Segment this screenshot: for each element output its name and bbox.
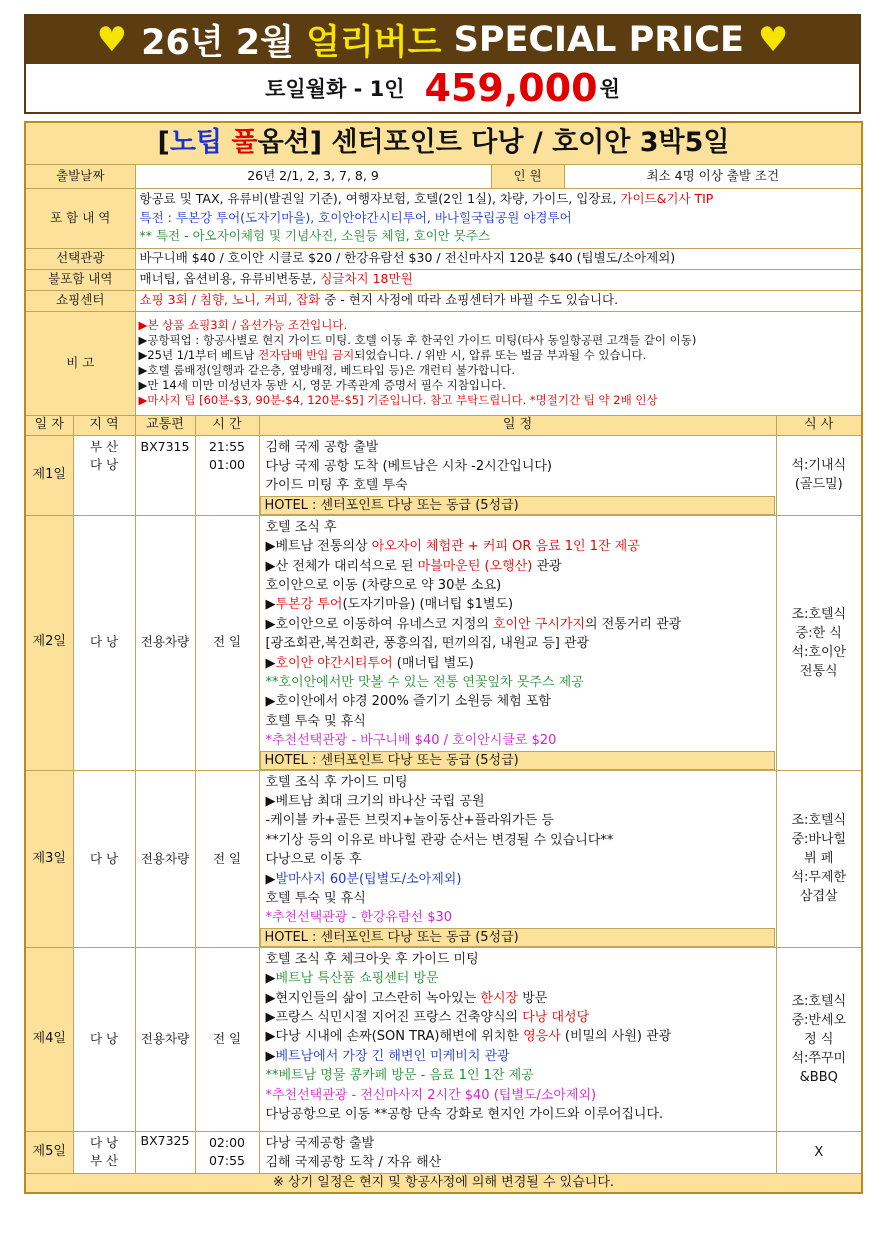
day-row	[25, 947, 862, 1131]
day-row	[25, 515, 862, 770]
page-title: [노팁 풀옵션] 센터포인트 다낭 / 호이안 3박5일	[25, 122, 862, 164]
footer-note: ※ 상기 일정은 현지 및 항공사정에 의해 변경될 수 있습니다.	[25, 1173, 862, 1193]
departure-label: 출발날짜	[25, 164, 135, 188]
day-schedule: 김해 국제 공항 출발 다낭 국제 공항 도착 (베트남은 시차 -2시간입니다) 가이드 미팅 후 호텔 투숙 HOTEL : 센터포인트 다낭 또는 동급 (5성급)	[259, 435, 776, 515]
header-region: 지 역	[73, 415, 135, 435]
currency-label: 원	[599, 77, 620, 101]
banner-text-1: 26년 2월	[141, 23, 307, 63]
day-transport: 전용차량	[135, 947, 195, 1131]
day-time: 전 일	[195, 515, 259, 770]
banner-headline	[26, 16, 859, 64]
day-row	[25, 770, 862, 947]
day-row	[25, 1131, 862, 1173]
heart-icon: ♥	[757, 20, 789, 60]
day-time: 전 일	[195, 770, 259, 947]
day-region: 다 낭 부 산	[73, 1131, 135, 1173]
price-banner	[24, 14, 861, 114]
day-meal: 조:호텔식 중:바나힐 뷔 페 석:무제한 삼겹살	[776, 770, 862, 947]
option-value: 바구니배 $40 / 호이안 시클로 $20 / 한강유람선 $30 / 전신마사지 120분 $40 (팁별도/소아제외)	[135, 248, 862, 269]
day-label: 제4일	[25, 947, 73, 1131]
heart-icon: ♥	[96, 20, 128, 60]
banner-price-row	[26, 64, 859, 112]
day-label: 제5일	[25, 1131, 73, 1173]
day-time: 02:00 07:55	[195, 1131, 259, 1173]
day-region: 다 낭	[73, 515, 135, 770]
header-time: 시 간	[195, 415, 259, 435]
day-time: 전 일	[195, 947, 259, 1131]
include-content: 항공료 및 TAX, 유류비(발권일 기준), 여행자보험, 호텔(2인 1실), 차량, 가이드, 입장료, 가이드&기사 TIP 특전 : 투본강 투어(도자기마을), 호이안야간시티투어, 바나힐국립공원 야경투어 ** 특전 - 아오자이체험 및 기념사진, 소원등 체험, 호이안 못주스	[135, 188, 862, 248]
price-value: 459,000	[424, 66, 598, 110]
header-transport: 교통편	[135, 415, 195, 435]
day-region: 부 산 다 낭	[73, 435, 135, 515]
day-label: 제3일	[25, 770, 73, 947]
day-label: 제1일	[25, 435, 73, 515]
day-schedule: 호텔 조식 후 가이드 미팅 ▶베트남 최대 크기의 바나산 국립 공원 -케이블 카+골든 브릿지+놀이동산+플라워가든 등 **기상 등의 이유로 바나힐 관광 순서는 변경될 수 있습니다** 다낭으로 이동 후 ▶발마사지 60분(팁별도/소아제외) 호텔 투숙 및 휴식 *추천선택관광 - 한강유람선 $30 HOTEL : 센터포인트 다낭 또는 동급 (5성급)	[259, 770, 776, 947]
banner-text-2: SPECIAL PRICE	[441, 20, 744, 60]
header-schedule: 일 정	[259, 415, 776, 435]
exclude-label: 불포함 내역	[25, 269, 135, 290]
day-row	[25, 435, 862, 515]
day-flight: BX7325	[135, 1131, 195, 1173]
day-transport: 전용차량	[135, 770, 195, 947]
exclude-value: 매너팁, 옵션비용, 유류비변동분, 싱글차지 18만원	[135, 269, 862, 290]
day-time: 21:55 01:00	[195, 435, 259, 515]
day-schedule: 다낭 국제공항 출발 김해 국제공항 도착 / 자유 해산	[259, 1131, 776, 1173]
day-schedule: 호텔 조식 후 체크아웃 후 가이드 미팅 ▶베트남 특산품 쇼핑센터 방문 ▶현지인들의 삶이 고스란히 녹아있는 한시장 방문 ▶프랑스 식민시절 지어진 프랑스 건축양식의 다낭 대성당 ▶다낭 시내에 손짜(SON TRA)해변에 위치한 영응사 (비밀의 사원) 관광 ▶베트남에서 가장 긴 해변인 미케비치 관광 **베트남 명물 콩카페 방문 - 음료 1인 1잔 제공 *추천선택관광 - 전신마사지 2시간 $40 (팁별도/소아제외) 다낭공항으로 이동 **공항 단속 강화로 현지인 가이드와 이루어집니다.	[259, 947, 776, 1131]
day-transport: 전용차량	[135, 515, 195, 770]
day-meal: 조:호텔식 중:반세오 정 식 석:쭈꾸미 &BBQ	[776, 947, 862, 1131]
header-meal: 식 사	[776, 415, 862, 435]
include-label: 포 함 내 역	[25, 188, 135, 248]
day-meal: 석:기내식 (골드밀)	[776, 435, 862, 515]
shopping-value: 쇼핑 3회 / 침향, 노니, 커피, 잡화 중 - 현지 사정에 따라 쇼핑센터가 바뀔 수도 있습니다.	[135, 290, 862, 311]
itinerary-table	[24, 121, 863, 1194]
hotel-info: HOTEL : 센터포인트 다낭 또는 동급 (5성급)	[260, 496, 775, 515]
option-label: 선택관광	[25, 248, 135, 269]
banner-highlight: 얼리버드	[306, 23, 442, 63]
day-meal: 조:호텔식 중:한 식 석:호이안 전통식	[776, 515, 862, 770]
departure-dates: 26년 2/1, 2, 3, 7, 8, 9	[135, 164, 491, 188]
hotel-info: HOTEL : 센터포인트 다낭 또는 동급 (5성급)	[260, 751, 775, 770]
day-region: 다 낭	[73, 770, 135, 947]
day-schedule: 호텔 조식 후 ▶베트남 전통의상 아오자이 체험관 + 커피 OR 음료 1인 1잔 제공 ▶산 전체가 대리석으로 된 마블마운틴 (오행산) 관광 호이안으로 이동 (차량으로 약 30분 소요) ▶투본강 투어(도자기마을) (매너팁 $1별도) ▶호이안으로 이동하여 유네스코 지정의 호이안 구시가지의 전통거리 관광 [광조회관,복건회관, 풍흥의집, 떤끼의집, 내원교 등] 관광 ▶호이안 야간시티투어 (매너팁 별도) **호이안에서만 맛볼 수 있는 전통 연꽃잎차 못주스 제공 ▶호이안에서 야경 200% 즐기기 소원등 체험 포함 호텔 투숙 및 휴식 *추천선택관광 - 바구니배 $40 / 호이안시클로 $20 HOTEL : 센터포인트 다낭 또는 동급 (5성급)	[259, 515, 776, 770]
day-region: 다 낭	[73, 947, 135, 1131]
remark-label: 비 고	[25, 311, 135, 415]
shopping-label: 쇼핑센터	[25, 290, 135, 311]
header-day: 일 자	[25, 415, 73, 435]
days-label: 토일월화 - 1인	[265, 77, 405, 101]
day-flight: BX7315	[135, 435, 195, 515]
hotel-info: HOTEL : 센터포인트 다낭 또는 동급 (5성급)	[260, 928, 775, 947]
remarks: ▶본 상품 쇼핑3회 / 옵션가능 조건입니다. ▶공항픽업 : 항공사별로 현지 가이드 미팅. 호텔 이동 후 한국인 가이드 미팅(타사 동일항공편 고객들 같이 이동) ▶25년 1/1부터 베트남 전자담배 반입 금지되었습니다. / 위반 시, 압류 또는 벌금 부과될 수 있습니다. ▶호텔 룸배정(일행과 같은층, 옆방배정, 베드타입 등)은 개런티 불가합니다. ▶만 14세 미만 미성년자 동반 시, 영문 가족관계 증명서 필수 지참입니다. ▶마사지 팁 [60분-$3, 90분-$4, 120분-$5] 기준입니다. 참고 부탁드립니다. *명절기간 팁 약 2배 인상	[135, 311, 862, 415]
day-label: 제2일	[25, 515, 73, 770]
people-value: 최소 4명 이상 출발 조건	[564, 164, 862, 188]
day-meal: X	[776, 1131, 862, 1173]
people-label: 인 원	[491, 164, 564, 188]
